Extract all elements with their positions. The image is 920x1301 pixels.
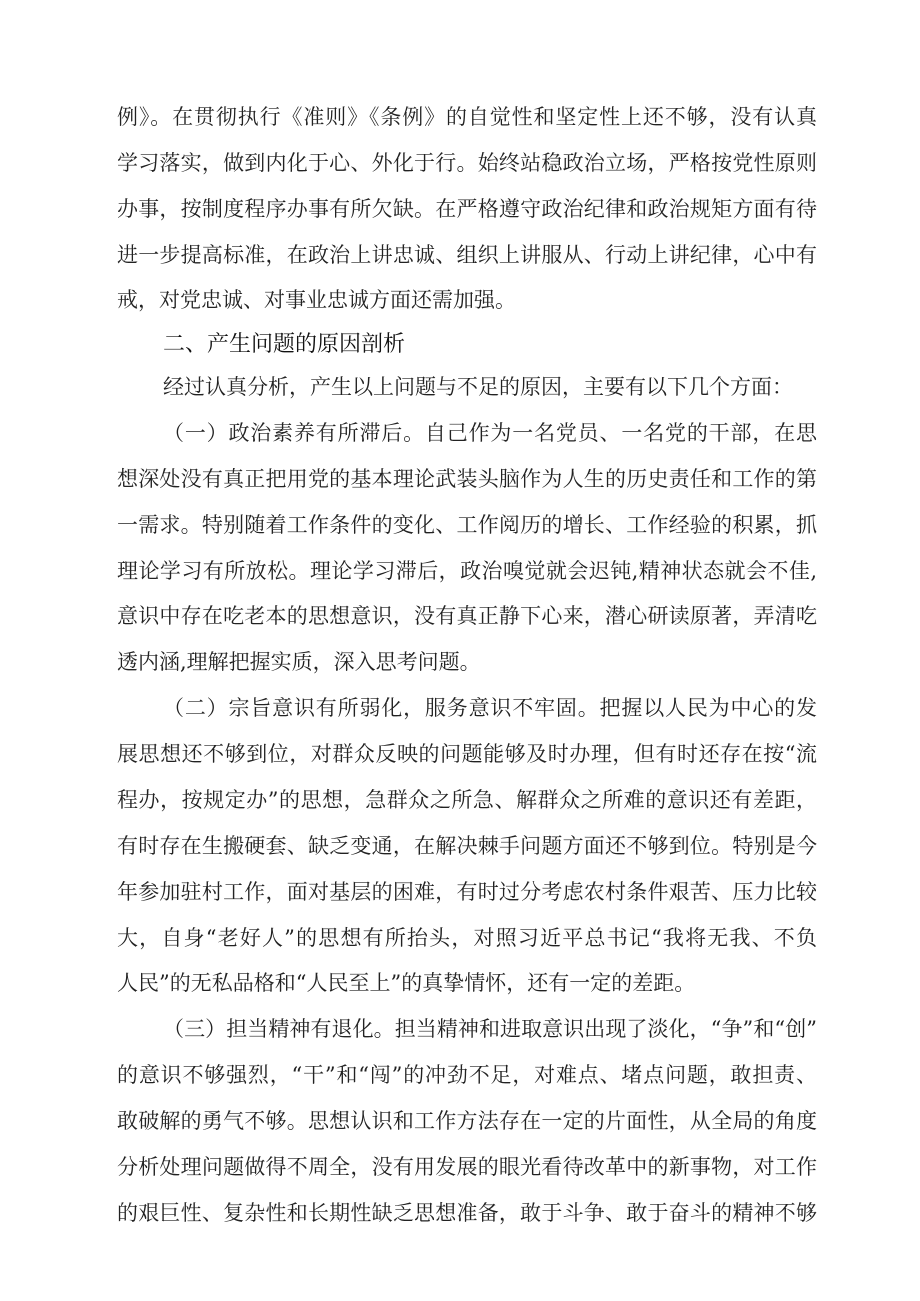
section-1-line-5: 意识中存在吃老本的思想意识，没有真正静下心来，潜心研读原著，弄清吃 — [117, 604, 817, 628]
section-2-line-7: 人民”的无私品格和“人民至上”的真挚情怀，还有一定的差距。 — [117, 971, 696, 995]
section-3-line-1: （三）担当精神有退化。担当精神和进取意识出现了淡化，“争”和“创” — [163, 1017, 817, 1041]
section-2-line-3: 程办，按规定办”的思想，急群众之所急、解群众之所难的意识还有差距， — [117, 788, 817, 812]
section-2-line-4: 有时存在生搬硬套、缺乏变通，在解决棘手问题方面还不够到位。特别是今 — [117, 834, 817, 858]
paragraph-1-line-2: 学习落实，做到内化于心、外化于行。始终站稳政治立场，严格按党性原则 — [117, 151, 817, 175]
paragraph-1-line-1: 例》。在贯彻执行《准则》《条例》的自觉性和坚定性上还不够，没有认真 — [117, 105, 817, 129]
section-3-line-5: 的艰巨性、复杂性和长期性缺乏思想准备，敢于斗争、敢于奋斗的精神不够 — [117, 1201, 817, 1225]
paragraph-1-line-4: 进一步提高标准，在政治上讲忠诚、组织上讲服从、行动上讲纪律，心中有 — [117, 243, 817, 267]
section-1-line-3: 一需求。特别随着工作条件的变化、工作阅历的增长、工作经验的积累，抓 — [117, 513, 817, 537]
section-2-line-6: 大，自身“老好人”的思想有所抬头，对照习近平总书记“我将无我、不负 — [117, 926, 817, 950]
section-1-line-6: 透内涵,理解把握实质，深入思考问题。 — [117, 650, 481, 674]
section-1-line-2: 想深处没有真正把用党的基本理论武装头脑作为人生的历史责任和工作的第 — [117, 467, 817, 491]
section-1-line-4: 理论学习有所放松。理论学习滞后，政治嗅觉就会迟钝,精神状态就会不佳, — [117, 559, 817, 583]
section-1-line-1: （一）政治素养有所滞后。自己作为一名党员、一名党的干部，在思 — [163, 421, 817, 445]
section-heading: 二、产生问题的原因剖析 — [163, 332, 406, 357]
section-3-line-4: 分析处理问题做得不周全，没有用发展的眼光看待改革中的新事物，对工作 — [117, 1155, 817, 1179]
section-3-line-3: 敢破解的勇气不够。思想认识和工作方法存在一定的片面性，从全局的角度 — [117, 1109, 817, 1133]
section-3-line-2: 的意识不够强烈，“干”和“闯”的冲劲不足，对难点、堵点问题，敢担责、 — [117, 1063, 817, 1087]
section-2-line-1: （二）宗旨意识有所弱化，服务意识不牢固。把握以人民为中心的发 — [163, 696, 817, 720]
section-2-line-5: 年参加驻村工作，面对基层的困难，有时过分考虑农村条件艰苦、压力比较 — [117, 880, 817, 904]
section-2-line-2: 展思想还不够到位，对群众反映的问题能够及时办理，但有时还存在按“流 — [117, 742, 817, 766]
paragraph-1-line-3: 办事，按制度程序办事有所欠缺。在严格遵守政治纪律和政治规矩方面有待 — [117, 197, 817, 221]
intro-line: 经过认真分析，产生以上问题与不足的原因，主要有以下几个方面： — [163, 375, 793, 399]
paragraph-1-line-5: 戒，对党忠诚、对事业忠诚方面还需加强。 — [117, 288, 516, 312]
